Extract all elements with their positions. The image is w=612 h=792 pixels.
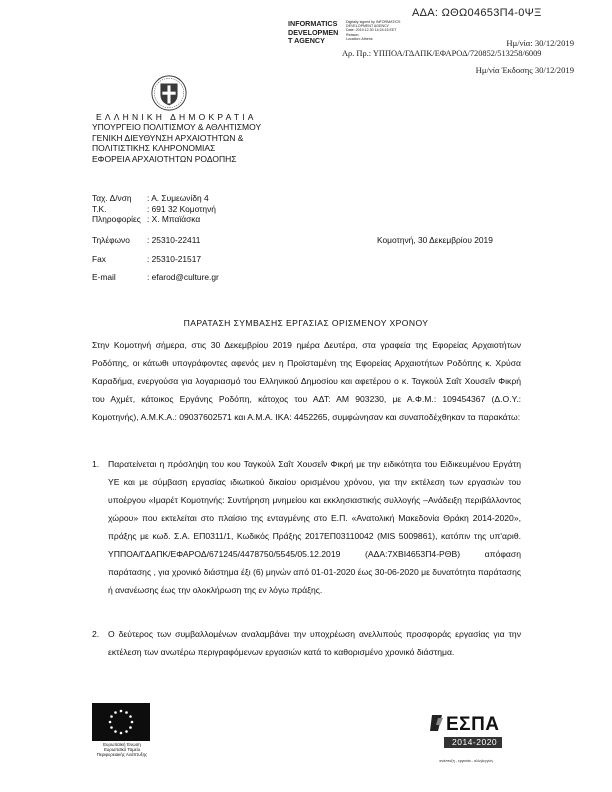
- fax-value: : 25310-21517: [147, 253, 202, 264]
- contact-value: : Α. Συμεωνίδη 4: [147, 193, 209, 203]
- contact-label: E-mail: [92, 272, 116, 282]
- signature-detail-line: DEVELOPMENT AGENCY: [346, 24, 390, 29]
- contact-row: [92, 235, 219, 254]
- ada-code: ΑΔΑ: ΩΘΩ04653Π4-0ΨΞ: [412, 7, 542, 19]
- eu-caption-line: Ευρωπαϊκό Ταμείο: [103, 747, 141, 752]
- contact-label: Fax: [92, 253, 106, 264]
- espa-logo: [430, 713, 502, 759]
- greek-emblem-icon: [150, 74, 188, 112]
- espa-years: 2014-2020: [452, 737, 498, 747]
- espa-tagline: ανάπτυξη - εργασία - αλληλεγγύη: [439, 759, 493, 763]
- signature-detail-line: Reason:: [346, 32, 360, 37]
- contact-row: [92, 193, 216, 204]
- item-number: 1.: [92, 459, 100, 469]
- date-label: Ημ/νία: 30/12/2019: [506, 38, 574, 48]
- contact-row: [92, 254, 219, 273]
- intro-paragraph: Στην Κομοτηνή σήμερα, στις 30 Δεκεμβρίου 2019 ημέρα Δευτέρα, στα γραφεία της Εφορείας Αρχαιοτήτων Ροδόπης, οι κάτωθι υπογράφοντες αφενός μεν η Προϊσταμένη της Εφορείας Αρχαιοτήτων Ροδόπης κ. Χρύσα Καραδήμα, ενεργούσα για λογαριασμό του Ελληνικού Δημοσίου και αφετέρου ο κ. Ταγκούλ Σαΐτ Χουσεΐν Φικρή του Αχμέτ, κάτοικος Εργάνης Ροδόπη, κάτοχος του ΑΔΤ: ΑΜ 903230, με Α.Φ.Μ.: 109454367 (Δ.Ο.Υ.: Κομοτηνής), Α.Μ.Κ.Α.: 09037602571 και Α.Μ.Α. ΙΚΑ: 4452265, συμφώνησαν και συναποδέχθηκαν τα παρακάτω:: [92, 340, 521, 422]
- digital-signature-org: [288, 20, 338, 46]
- email-value: : efarod@culture.gr: [147, 272, 219, 282]
- eu-caption-line: Ευρωπαϊκή Ένωση: [103, 742, 141, 747]
- phone-value: : 25310-22411: [147, 235, 201, 245]
- org-line: INFORMATICS: [288, 19, 338, 28]
- authority-block: [92, 112, 261, 164]
- authority-line: ΥΠΟΥΡΓΕΙΟ ΠΟΛΙΤΙΣΜΟΥ & ΑΘΛΗΤΙΣΜΟΥ: [92, 122, 262, 133]
- contact-label: Τ.Κ.: [92, 203, 107, 214]
- contact-label: Πληροφορίες: [92, 214, 141, 225]
- authority-line: ΕΛΛΗΝΙΚΗ ΔΗΜΟΚΡΑΤΙΑ: [96, 112, 257, 122]
- item-number: 2.: [92, 629, 100, 639]
- document-title: ΠΑΡΑΤΑΣΗ ΣΥΜΒΑΣΗΣ ΕΡΓΑΣΙΑΣ ΟΡΙΣΜΕΝΟΥ ΧΡΟΝΟΥ: [183, 318, 429, 328]
- espa-logo-text: ΕΣΠΑ: [446, 714, 500, 735]
- signature-detail-line: Date: 2019.12.30 14:24:15 EET: [346, 28, 397, 33]
- list-item: [92, 625, 521, 661]
- protocol-number: Αρ. Πρ.: ΥΠΠΟΑ/ΓΔΑΠΚ/ΕΦΑΡΟΔ/720852/513258/6009: [342, 49, 542, 58]
- item-text: Παρατείνεται η πρόσληψη του κου Ταγκούλ Σαΐτ Χουσεΐν Φικρή με την ειδικότητα του Ειδικευμένου Εργάτη ΥΕ και με σύμβαση εργασίας ιδιωτικού δικαίου ορισμένου χρόνου, για την εκτέλεση των εργασιών του υποέργου «Ιμαρέτ Κομοτηνής: Συντήρηση μνημείου και εκκλησιαστικής συλλογής –Ανάδειξη περιβάλλοντος χώρου» που εκτελείται στο πλαίσιο της ενταγμένης στο Ε.Π. «Ανατολική Μακεδονία Θράκη 2014-2020», πράξης με κωδ. Σ.Α. ΕΠ0311/1, Κωδικός Πράξης 2017ΕΠ03110042 (MIS 5009861), κατόπιν της υπ'αριθ. ΥΠΠΟΑ/ΓΔΑΠΚ/ΕΦΑΡΟΔ/671245/4478750/5545/05.12.2019 (ΑΔΑ:7ΧΒΙ4653Π4-ΡΘΒ) απόφαση παράτασης , για χρονικό διάστημα έξι (6) μηνών από 01-01-2020 έως 30-06-2020 με δυνατότητα παράτασης ή ανανέωσης έως την ολοκλήρωση της εν λόγω πράξης.: [108, 459, 522, 595]
- place-date: Κομοτηνή, 30 Δεκεμβρίου 2019: [377, 235, 493, 245]
- contact-label: Ταχ. Δ/νση: [92, 193, 132, 203]
- contact-label: Τηλέφωνο: [92, 235, 130, 245]
- contact-row: [92, 272, 219, 291]
- org-line: T AGENCY: [288, 36, 325, 46]
- authority-line: ΠΟΛΙΤΙΣΤΙΚΗΣ ΚΛΗΡΟΝΟΜΙΑΣ: [92, 143, 216, 154]
- eu-caption: [92, 742, 152, 757]
- signature-detail-line: Location: Athens: [346, 36, 373, 41]
- issue-date: Ημ/νία Έκδοσης 30/12/2019: [475, 65, 574, 75]
- signature-detail-line: Digitally signed by INFORMATICS: [346, 20, 401, 24]
- eu-caption-line: Περιφερειακής Ανάπτυξης: [96, 752, 148, 757]
- phone-block: [92, 235, 219, 291]
- digital-signature-details: [346, 20, 404, 41]
- contact-value: : 691 32 Κομοτηνή: [147, 203, 216, 214]
- list-item: [92, 455, 521, 599]
- contact-block: [92, 193, 216, 225]
- item-text: Ο δεύτερος των συμβαλλομένων αναλαμβάνει την υποχρέωση ανελλιπούς προσφοράς εργασίας για την εκτέλεση των ανωτέρω περιγραφόμενων εργασιών κατά το καθορισμένο χρονικό διάστημα.: [108, 629, 521, 657]
- authority-line: ΓΕΝΙΚΗ ΔΙΕΥΘΥΝΣΗ ΑΡΧΑΙΟΤΗΤΩΝ &: [92, 132, 244, 143]
- contact-row: [92, 214, 216, 225]
- contact-value: : Χ. Μπαϊάσκα: [147, 214, 201, 225]
- authority-line: ΕΦΟΡΕΙΑ ΑΡΧΑΙΟΤΗΤΩΝ ΡΟΔΟΠΗΣ: [92, 153, 237, 164]
- org-line: DEVELOPMEN: [288, 27, 339, 37]
- eu-flag-icon: [92, 703, 150, 741]
- contact-row: [92, 204, 216, 215]
